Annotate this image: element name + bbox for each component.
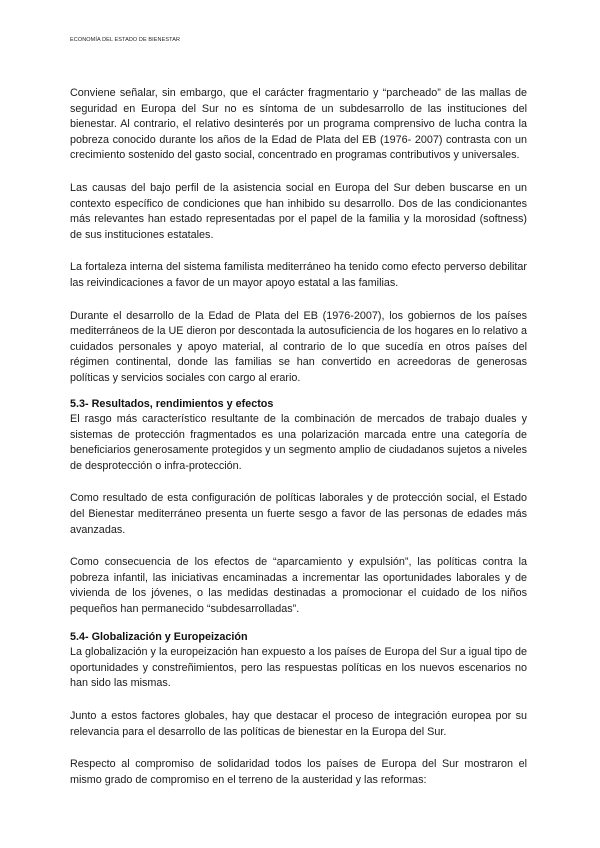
paragraph-fortaleza-familista: La fortaleza interna del sistema familista mediterráneo ha tenido como efecto perverso debilitar las reivindicaciones a favor de un mayor apoyo estatal a las familias. [70,261,527,289]
paragraph-compromiso-solidaridad: Respecto al compromiso de solidaridad todos los países de Europa del Sur mostraron el mismo grado de compromiso en el terreno de la austeridad y las reformas: [70,758,527,786]
paragraph-edad-de-plata: Durante el desarrollo de la Edad de Plata del EB (1976-2007), los gobiernos de los países mediterráneos de la UE dieron por descontada la autosuficiencia de los hogares en lo relativo a cuidados personales y apoyo material, al contrario de lo que sucedía en otros países del régimen continental, donde las familias se han convertido en acreedoras de generosas políticas y servicios sociales con cargo al erario. [70,309,527,384]
paragraph-sesgo-edad: Como resultado de esta configuración de políticas laborales y de protección social, el Estado del Bienestar mediterráneo presenta un fuerte sesgo a favor de las personas de edades más avanzadas. [70,492,527,536]
section-heading-5-3: 5.3- Resultados, rendimientos y efectos [70,397,274,410]
document-body [70,86,527,805]
paragraph-integracion-europea: Junto a estos factores globales, hay que destacar el proceso de integración europea por su relevancia para el desarrollo de las políticas de bienestar en la Europa del Sur. [70,710,527,738]
section-heading-5-4: 5.4- Globalización y Europeización [70,630,248,643]
paragraph-aparcamiento-expulsion: Como consecuencia de los efectos de “aparcamiento y expulsión”, las políticas contra la pobreza infantil, las iniciativas encaminadas a incrementar las oportunidades laborales y de vivienda de los jóvenes, o las medidas destinadas a promocionar el cuidado de los niños pequeños han permanecido “subdesarrolladas”. [70,556,527,616]
paragraph-mallas-seguridad: Conviene señalar, sin embargo, que el carácter fragmentario y “parcheado” de las mallas de seguridad en Europa del Sur no es síntoma de un subdesarrollo de las instituciones del bienestar. Al contrario, el relativo desinterés por un programa comprensivo de lucha contra la pobreza conocido durante los años de la Edad de Plata del EB (1976- 2007) contrasta con un crecimiento sostenido del gasto social, concentrado en programas contributivos y universales. [70,87,527,162]
paragraph-causas-asistencia: Las causas del bajo perfil de la asistencia social en Europa del Sur deben buscarse en un contexto específico de condiciones que han inhibido su desarrollo. Dos de las condicionantes más relevantes han estado representadas por el papel de la familia y la morosidad (softness) de sus instituciones estatales. [70,181,527,241]
running-header: ECONOMÍA DEL ESTADO DE BIENESTAR [70,37,181,43]
paragraph-polarizacion: El rasgo más característico resultante de la combinación de mercados de trabajo duales y sistemas de protección fragmentados es una polarización marcada entre una categoría de beneficiarios generosamente protegidos y un segmento amplio de ciudadanos sujetos a niveles de desprotección o infra-protección. [70,413,527,472]
paragraph-globalizacion: La globalización y la europeización han expuesto a los países de Europa del Sur a igual tipo de oportunidades y constreñimientos, pero las respuestas políticas en los nuevos escenarios no han sido las mismas. [70,646,527,690]
